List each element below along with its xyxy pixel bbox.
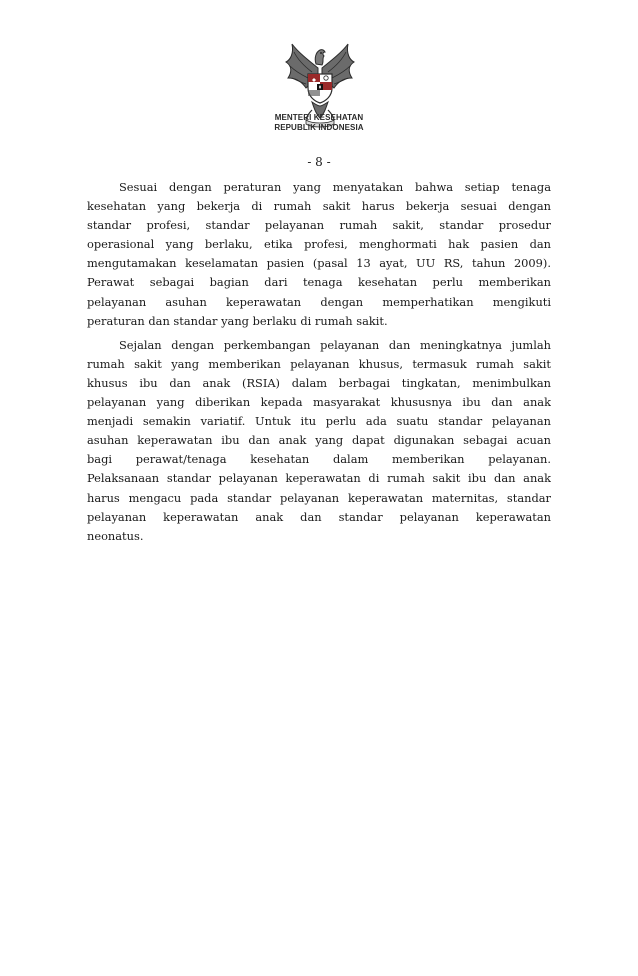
paragraph-line: pelayanan yang diberikan kepada masyarakat khususnya ibu dan anak — [87, 395, 551, 410]
paragraph-line: asuhan keperawatan ibu dan anak yang dapat digunakan sebagai acuan — [87, 433, 551, 448]
paragraph-line: pelayanan asuhan keperawatan dengan memperhatikan mengikuti — [87, 294, 551, 309]
paragraph-line: Sejalan dengan perkembangan pelayanan dan meningkatnya jumlah — [119, 337, 551, 352]
paragraph-line: mengutamakan keselamatan pasien (pasal 13 ayat, UU RS, tahun 2009). — [87, 256, 551, 271]
paragraph-line: khusus ibu dan anak (RSIA) dalam berbagai tingkatan, menimbulkan — [87, 375, 551, 390]
paragraph-line: Pelaksanaan standar pelayanan keperawatan di rumah sakit ibu dan anak — [87, 471, 551, 486]
paragraph-1 — [87, 178, 551, 331]
ministry-line-2: REPUBLIK INDONESIA — [274, 122, 364, 132]
paragraph-line: Sesuai dengan peraturan yang menyatakan bahwa setiap tenaga — [119, 180, 551, 194]
paragraph-line: menjadi semakin variatif. Untuk itu perlu ada suatu standar pelayanan — [87, 414, 551, 429]
page-number: - 8 - — [307, 155, 331, 169]
paragraph-line: pelayanan keperawatan anak dan standar pelayanan keperawatan — [87, 509, 551, 524]
ministry-name — [0, 113, 638, 132]
document-body — [87, 178, 551, 546]
paragraph-line: bagi perawat/tenaga kesehatan dalam memberikan pelayanan. — [87, 452, 551, 467]
paragraph-line: neonatus. — [87, 528, 144, 543]
paragraph-line: kesehatan yang bekerja di rumah sakit harus bekerja sesuai dengan — [87, 199, 551, 214]
paragraph-2 — [87, 336, 551, 546]
ministry-line-1: MENTERI KESEHATAN — [274, 113, 364, 122]
paragraph-line: peraturan dan standar yang berlaku di rumah sakit. — [87, 313, 388, 328]
paragraph-line: operasional yang berlaku, etika profesi, menghormati hak pasien dan — [87, 237, 551, 252]
paragraph-line: Perawat sebagai bagian dari tenaga kesehatan perlu memberikan — [87, 275, 551, 290]
paragraph-line: rumah sakit yang memberikan pelayanan khusus, termasuk rumah sakit — [87, 356, 551, 371]
paragraph-line: harus mengacu pada standar pelayanan keperawatan maternitas, standar — [87, 490, 551, 505]
paragraph-line: standar profesi, standar pelayanan rumah sakit, standar prosedur — [87, 218, 551, 233]
